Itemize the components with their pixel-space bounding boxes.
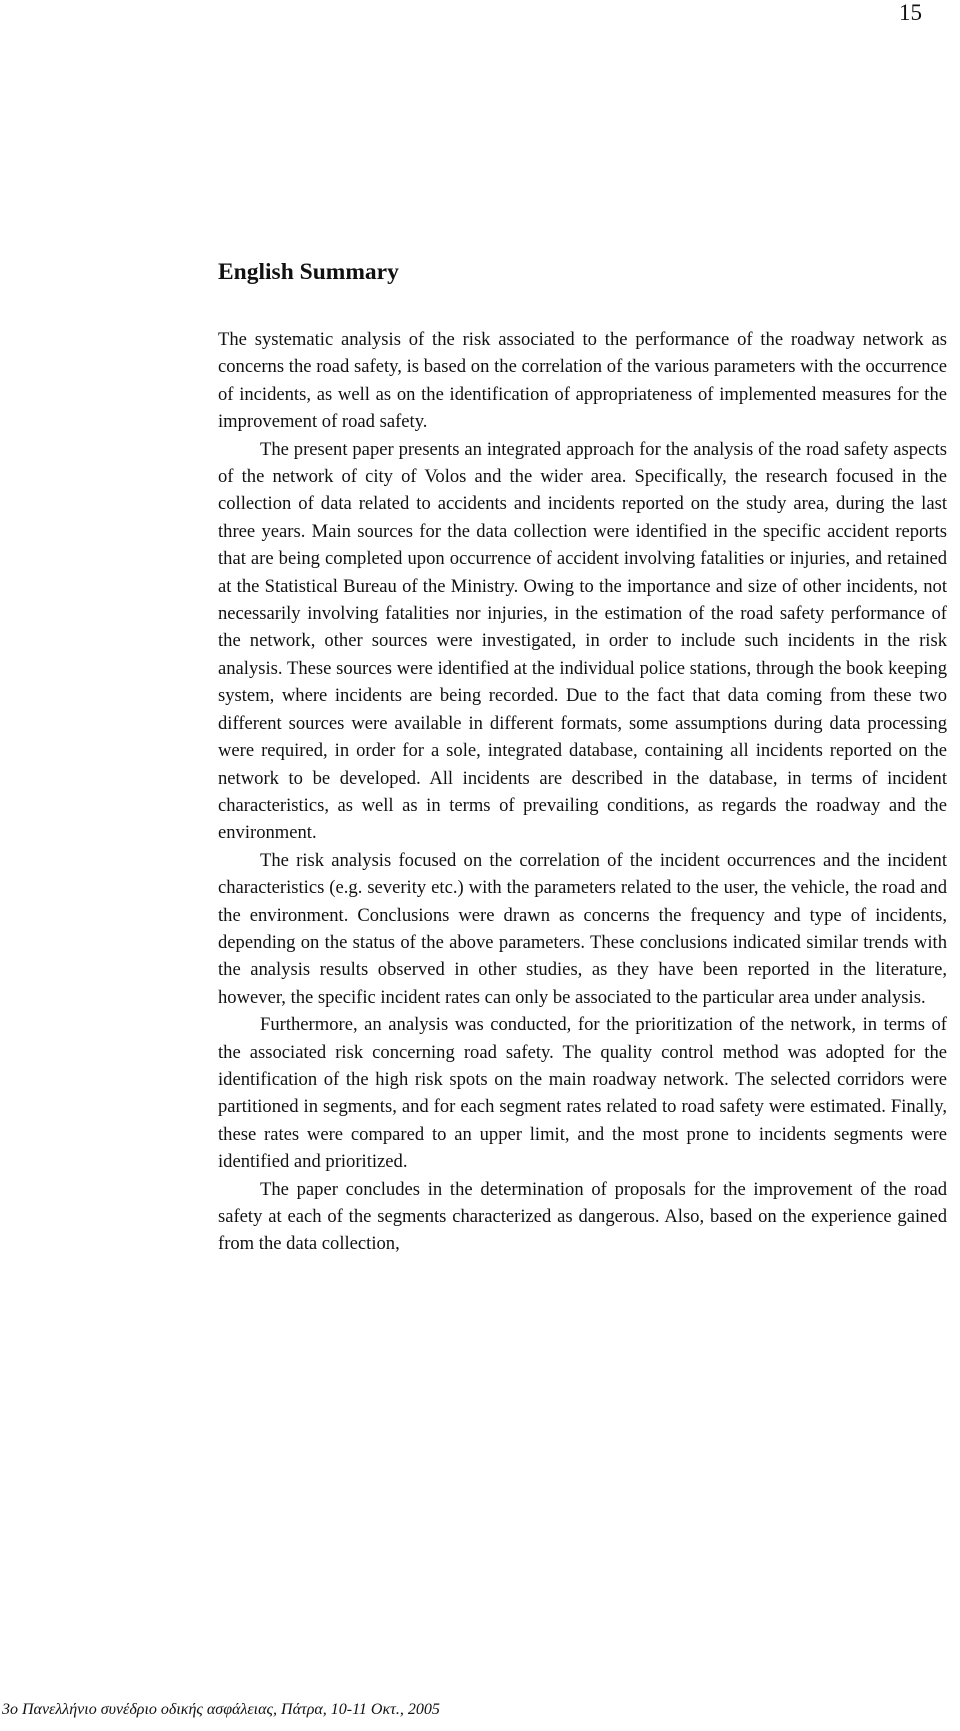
summary-paragraph-3: The risk analysis focused on the correlation of the incident occurrences and the incident characteristics (e.g. severity etc.) with the parameters related to the user, the vehicle, the road and the environment. Conclusions were drawn as concerns the frequency and type of incidents, depending on the status of the above parameters. These conclusions indicated similar trends with the analysis results observed in other studies, as they have been reported in the literature, however, the specific incident rates can only be associated to the particular area under analysis.: [218, 849, 947, 1008]
summary-paragraph-4: Furthermore, an analysis was conducted, for the prioritization of the network, in terms of the associated risk concerning road safety. The quality control method was adopted for the identification of the high risk spots on the main roadway network. The selected corridors were partitioned in segments, and for each segment rates related to road safety were estimated. Finally, these rates were compared to an upper limit, and the most prone to incidents segments were identified and prioritized.: [218, 1014, 947, 1173]
summary-paragraph-2: The present paper presents an integrated approach for the analysis of the road safety aspects of the network of city of Volos and the wider area. Specifically, the research focused in the collection of data related to accidents and incidents reported on the study area, during the last three years. Main sources for the data collection were identified in the specific accident reports that are being completed upon occurrence of accident involving fatalities or injuries, and retained at the Statistical Bureau of the Ministry. Owing to the importance and size of other incidents, not necessarily involving fatalities nor injuries, in the estimation of the road safety performance of the network, other sources were investigated, in order to include such incidents in the risk analysis. These sources were identified at the individual police stations, through the book keeping system, where incidents are being recorded. Due to the fact that data coming from these two different sources were available in different formats, some assumptions during data processing were required, in order for a sole, integrated database, containing all incidents reported on the network to be developed. All incidents are described in the database, in terms of incident characteristics, as well as in terms of prevailing conditions, as regards the roadway and the environment.: [218, 438, 947, 844]
summary-paragraph-1: The systematic analysis of the risk associated to the performance of the roadway network as concerns the road safety, is based on the correlation of the various parameters with the occurrence of incidents, as well as on the identification of appropriateness of implemented measures for the improvement of road safety.: [218, 329, 947, 433]
section-heading: English Summary: [218, 259, 399, 285]
page-number: 15: [899, 0, 922, 25]
english-summary-section: [218, 258, 947, 1258]
summary-paragraph-5: The paper concludes in the determination of proposals for the improvement of the road safety at each of the segments characterized as dangerous. Also, based on the experience gained from the data collection,: [218, 1178, 947, 1255]
conference-footer: 3ο Πανελλήνιο συνέδριο οδικής ασφάλειας, Πάτρα, 10-11 Οκτ., 2005: [2, 1701, 440, 1718]
